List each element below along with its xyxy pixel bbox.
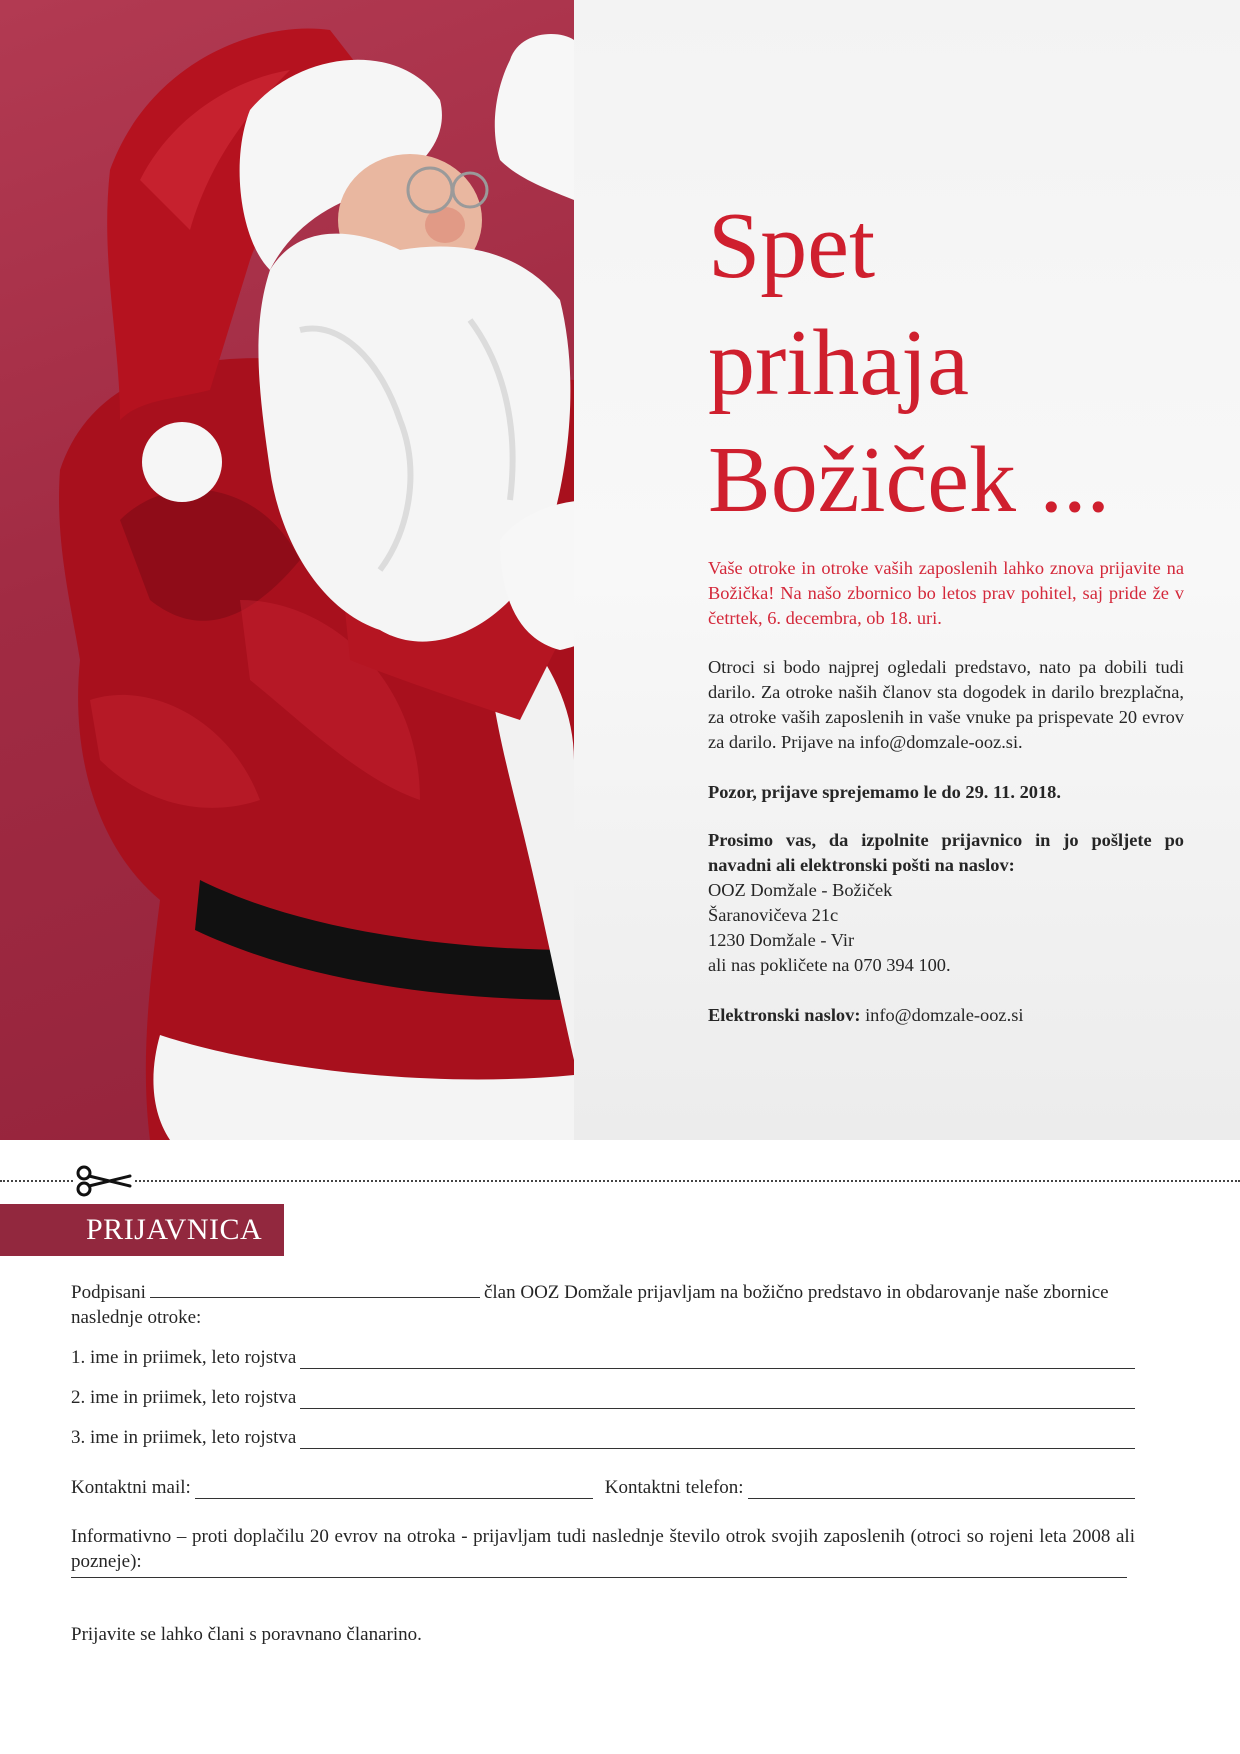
child-row xyxy=(71,1344,1135,1369)
intro-text: Vaše otroke in otroke vaših zaposlenih lahko znova prijavite na Božička! Na našo zbornico bo letos prav pohitel, saj pride že v četrtek, 6. decembra, ob 18. uri. xyxy=(708,558,1184,628)
child-field[interactable] xyxy=(300,1430,1135,1449)
deadline-notice: Pozor, prijave sprejemamo le do 29. 11. 2018. xyxy=(708,782,1061,802)
membership-note: Prijavite se lahko člani s poravnano članarino. xyxy=(71,1624,422,1645)
signed-prefix: Podpisani xyxy=(71,1282,146,1303)
contact-row xyxy=(71,1474,1135,1499)
signed-suffix: član OOZ Domžale prijavljam na božično predstavo in obdarovanje naše zbornice naslednje otroke: xyxy=(71,1282,1109,1328)
headline-line-2: prihaja xyxy=(708,311,969,415)
headline xyxy=(708,188,1228,539)
child-field[interactable] xyxy=(300,1390,1135,1409)
form-title: PRIJAVNICA xyxy=(86,1213,263,1246)
child-label: 1. ime in priimek, leto rojstva xyxy=(71,1347,297,1368)
contact-phone-label: Kontaktni telefon: xyxy=(604,1477,744,1498)
email-value: info@domzale-ooz.si xyxy=(865,1005,1024,1025)
headline-line-3: Božiček ... xyxy=(708,428,1110,532)
email-line xyxy=(708,1003,1184,1028)
address-line: 1230 Domžale - Vir xyxy=(708,930,855,950)
cut-line xyxy=(0,1180,1240,1182)
address-line: Šaranovičeva 21c xyxy=(708,905,839,925)
headline-line-1: Spet xyxy=(708,194,876,298)
address-line: OOZ Domžale - Božiček xyxy=(708,880,893,900)
address-request: Prosimo vas, da izpolnite prijavnico in jo pošljete po navadni ali elektronski pošti na naslov: xyxy=(708,830,1184,875)
details-text: Otroci si bodo najprej ogledali predstavo, nato pa dobili tudi darilo. Za otroke naših članov sta dogodek in darilo brezplačna, za otroke vaših zaposlenih in vaše vnuke pa prispevate 20 evrov za darilo. Prijave na info@domzale-ooz.si. xyxy=(708,657,1184,752)
scissors-icon xyxy=(74,1164,134,1198)
signer-name-field[interactable] xyxy=(150,1279,480,1298)
email-label: Elektronski naslov: xyxy=(708,1005,861,1025)
contact-phone-field[interactable] xyxy=(748,1480,1135,1499)
address-line: ali nas pokličete na 070 394 100. xyxy=(708,955,951,975)
santa-illustration xyxy=(0,0,574,1140)
child-label: 2. ime in priimek, leto rojstva xyxy=(71,1387,297,1408)
child-field[interactable] xyxy=(300,1350,1135,1369)
contact-mail-label: Kontaktni mail: xyxy=(71,1477,191,1498)
signed-statement xyxy=(71,1279,1135,1330)
contact-mail-field[interactable] xyxy=(195,1480,593,1499)
santa-photo xyxy=(0,0,574,1140)
employee-children-info: Informativno – proti doplačilu 20 evrov na otroka - prijavljam tudi naslednje število otrok svojih zaposlenih (otroci so rojeni leta 2008 ali pozneje): xyxy=(71,1526,1135,1572)
child-row xyxy=(71,1424,1135,1449)
child-row xyxy=(71,1384,1135,1409)
address-block xyxy=(708,828,1184,978)
child-label: 3. ime in priimek, leto rojstva xyxy=(71,1427,297,1448)
employee-children-field[interactable] xyxy=(71,1577,1127,1578)
